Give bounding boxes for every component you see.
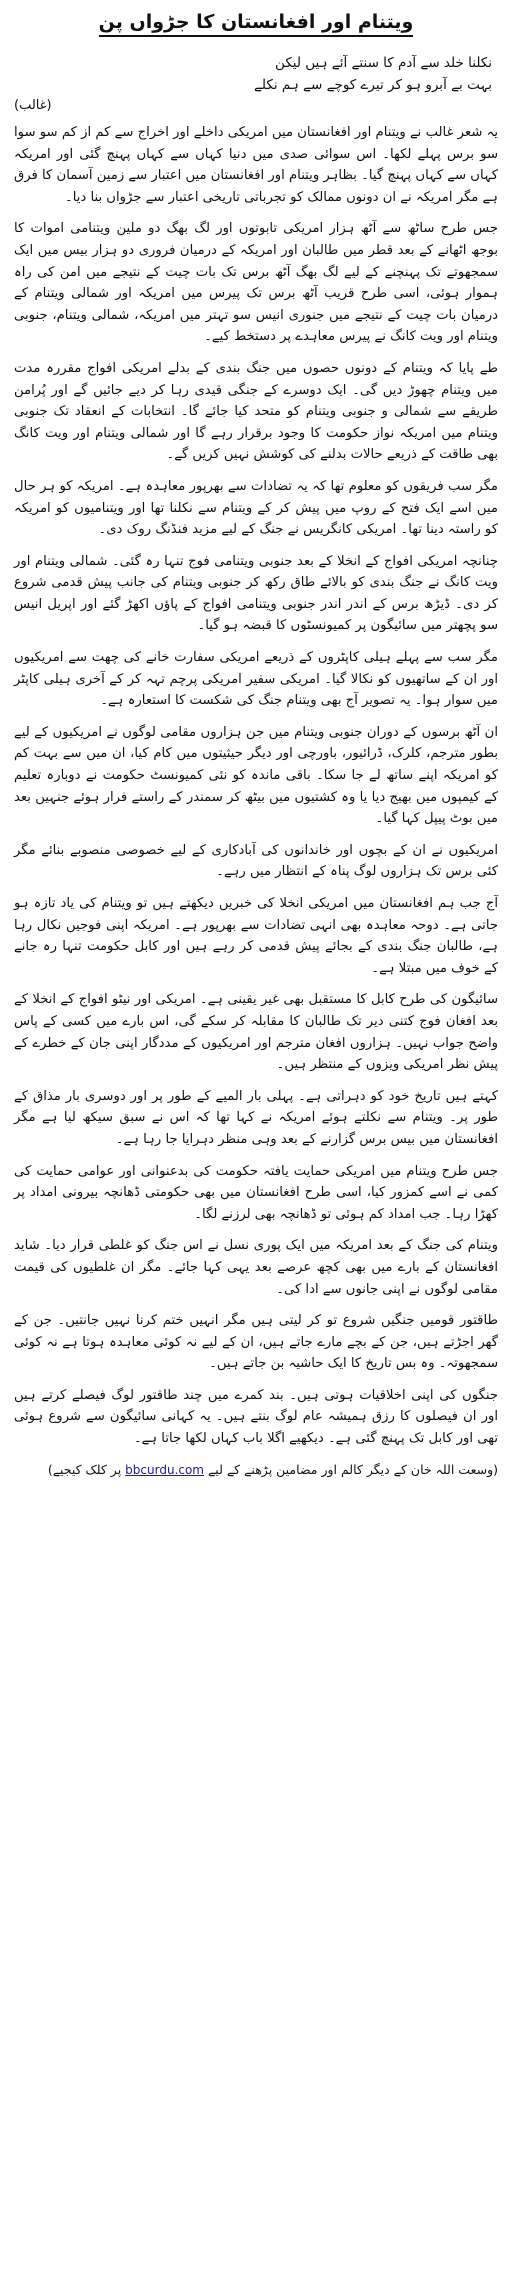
verse-line-2: بہت بے آبرو ہو کر تیرے کوچے سے ہم نکلے <box>253 77 492 93</box>
paragraph-5: چنانچہ امریکی افواج کے انخلا کے بعد جنوبی ویتنامی فوج تنہا رہ گئی۔ شمالی ویتنام اور ویت کانگ نے جنگ بندی کو بالائے طاق رکھ کر جنوبی ویتنام کی جانب پیش قدمی شروع کر دی۔ ڈیڑھ برس کے اندر اندر جنوبی ویتنامی افواج کے پاؤں اکھڑ گئے اور اپریل انیس سو پچھتر میں سائیگون پر کمیونسٹوں کا قبضہ ہو گیا۔ <box>14 553 498 634</box>
footer-note <box>14 1460 498 1480</box>
bbcurdu-link[interactable]: bbcurdu.com <box>125 1462 204 1477</box>
verse-line-1: نکلنا خلد سے آدم کا سنتے آئے ہیں لیکن <box>275 55 492 71</box>
article-title-text: ویتنام اور افغانستان کا جڑواں پن <box>99 11 414 37</box>
paragraph-4: مگر سب فریقوں کو معلوم تھا کہ یہ تضادات سے بھرپور معاہدہ ہے۔ امریکہ کو ہر حال میں اسے ایک فتح کے روپ میں پیش کر کے ویتنام سے نکلنا تھا اور ویتنامیوں کو امریکہ کو راستہ دینا تھا۔ امریکی کانگریس نے جنگ کے لیے مزید فنڈنگ روک دی۔ <box>14 478 498 538</box>
footer-text: (وسعت اللہ خان کے دیگر کالم اور مضامین پڑھنے کے لیے <box>207 1461 498 1477</box>
paragraph-15: جنگوں کی اپنی اخلاقیات ہوتی ہیں۔ بند کمرے میں چند طاقتور لوگ فیصلے کرتے ہیں اور ان فیصلوں کا رزق ہمیشہ عام لوگ بنتے ہیں۔ یہ کہانی سائیگون سے شروع ہوئی تھی اور کابل تک پہنچ گئی ہے۔ دیکھیے اگلا باب کہاں لکھا جاتا ہے۔ <box>14 1387 498 1447</box>
paragraph-8: امریکیوں نے ان کے بچوں اور خاندانوں کی آبادکاری کے لیے خصوصی منصوبے بنائے مگر کئی برس تک ہزاروں لوگ پناہ کے انتظار میں رہے۔ <box>14 842 498 880</box>
paragraph-1: یہ شعر غالب نے ویتنام اور افغانستان میں امریکی داخلے اور اخراج سے کم از کم سو سوا سو برس پہلے لکھا۔ اس سوائی صدی میں دنیا کہاں سے کہاں پہنچ گئی اور امریکہ کہاں سے کہاں پہنچ گیا۔ بظاہر ویتنام اور افغانستان میں اعتبار سے زمین آسمان کا فرق ہے مگر امریکہ نے ان دونوں ممالک کو تجرباتی تاریخی اعتبار سے جڑواں بنا دیا۔ <box>14 125 498 205</box>
paragraph-3: طے پایا کہ ویتنام کے دونوں حصوں میں جنگ بندی کے بدلے امریکی افواج مقررہ مدت میں ویتنام چھوڑ دیں گی۔ ایک دوسرے کے جنگی قیدی رہا کر دیے جائیں گے اور پُرامن طریقے سے شمالی و جنوبی ویتنام کو متحد کیا جائے گا۔ انتخابات کے انعقاد تک جنوبی ویتنام میں امریکہ نواز حکومت کا وجود برقرار رہے گا اور شمالی ویتنام اور ویت کانگ بھی طاقت کے ذریعے حالات بدلنے کی کوشش نہیں کریں گے۔ <box>14 360 498 463</box>
paragraph-13: ویتنام کی جنگ کے بعد امریکہ میں ایک پوری نسل نے اس جنگ کو غلطی قرار دیا۔ شاید افغانستان کے بارے میں بھی کچھ عرصے بعد یہی کہا جائے۔ مگر ان غلطیوں کی قیمت مقامی لوگوں نے اپنی جانوں سے ادا کی۔ <box>14 1238 498 1297</box>
footer-suffix: پر کلک کیجیے) <box>47 1461 122 1477</box>
paragraph-7: ان آٹھ برسوں کے دوران جنوبی ویتنام میں جن ہزاروں مقامی لوگوں نے امریکیوں کے لیے بطور مترجم، کلرک، ڈرائیور، باورچی اور دیگر حیثیتوں میں کام کیا، ان میں سے بہت کم کو امریکہ اپنے ساتھ لے جا سکا۔ باقی ماندہ کو نئی کمیونسٹ حکومت نے دوبارہ تعلیم کے کیمپوں میں بھیج دیا یا وہ کشتیوں میں بیٹھ کر سمندر کے راستے فرار ہوئے جنہیں بعد میں بوٹ پیپل کہا گیا۔ <box>14 724 498 827</box>
article-title <box>14 10 498 34</box>
paragraph-9: آج جب ہم افغانستان میں امریکی انخلا کی خبریں دیکھتے ہیں تو ویتنام کی یاد تازہ ہو جاتی ہے۔ دوحہ معاہدہ بھی انہی تضادات سے بھرپور ہے۔ امریکہ اپنی فوجیں نکال رہا ہے، طالبان جنگ بندی کے بجائے پیش قدمی کر رہے ہیں اور کابل حکومت تنہا رہ جانے کے خوف میں مبتلا ہے۔ <box>14 896 498 976</box>
paragraph-10: سائیگون کی طرح کابل کا مستقبل بھی غیر یقینی ہے۔ امریکی اور نیٹو افواج کے انخلا کے بعد افغان فوج کتنی دیر تک طالبان کا مقابلہ کر سکے گی، اس بارے میں کسی کے پاس واضح جواب نہیں۔ ہزاروں افغان مترجم اور امریکیوں کے مددگار اپنی جان کے خطرے کے پیش نظر امریکی ویزوں کے منتظر ہیں۔ <box>14 992 498 1073</box>
paragraph-12: جس طرح ویتنام میں امریکی حمایت یافتہ حکومت کی بدعنوانی اور عوامی حمایت کی کمی نے اسے کمزور کیا، اسی طرح افغانستان میں بھی حکومتی ڈھانچہ بیرونی امداد پر کھڑا رہا۔ جب امداد کم ہوئی تو ڈھانچہ بھی لرزنے لگا۔ <box>14 1163 498 1222</box>
paragraph-2: جس طرح ساٹھ سے آٹھ ہزار امریکی تابوتوں اور لگ بھگ دو ملین ویتنامی اموات کا بوجھ اٹھانے کے بعد قطر میں طالبان اور امریکہ کے درمیان فروری دو ہزار بیس میں ایک سمجھوتے تک پہنچنے کے لیے لگ بھگ آٹھ برس تک بات چیت کے نتیجے میں امن کی راہ ہموار ہوئی، اسی طرح قریب آٹھ برس تک پیرس میں امریکہ اور شمالی ویتنام کے درمیان بات چیت کے نتیجے میں جنوری انیس سو تہتر میں امریکہ، شمالی ویتنام، جنوبی ویتنام اور ویت کانگ نے پیرس معاہدے پر دستخط کیے۔ <box>14 221 498 345</box>
paragraph-6: مگر سب سے پہلے ہیلی کاپٹروں کے ذریعے امریکی سفارت خانے کی چھت سے امریکیوں اور ان کے ساتھیوں کو نکالا گیا۔ امریکی سفیر امریکی پرچم تہہ کر کے آخری ہیلی کاپٹر میں سوار ہوا۔ یہ تصویر آج بھی ویتنام جنگ کی شکست کا استعارہ ہے۔ <box>14 650 498 709</box>
verse-attribution: (غالب) <box>14 98 52 113</box>
paragraph-11: کہتے ہیں تاریخ خود کو دہراتی ہے۔ پہلی بار المیے کے طور پر اور دوسری بار مذاق کے طور پر۔ ویتنام سے نکلتے ہوئے امریکہ نے کہا تھا کہ اس نے سبق سیکھ لیا ہے مگر افغانستان میں بیس برس گزارنے کے بعد وہی منظر دہرایا جا رہا ہے۔ <box>14 1088 498 1147</box>
paragraph-14: طاقتور قومیں جنگیں شروع تو کر لیتی ہیں مگر انہیں ختم کرنا نہیں جانتیں۔ جن کے گھر اجڑتے ہیں، جن کے بچے مارے جاتے ہیں، ان کے لیے نہ کوئی معاہدہ ہوتا ہے نہ کوئی سمجھوتہ۔ وہ بس تاریخ کا ایک حاشیہ بن جاتے ہیں۔ <box>14 1313 498 1372</box>
